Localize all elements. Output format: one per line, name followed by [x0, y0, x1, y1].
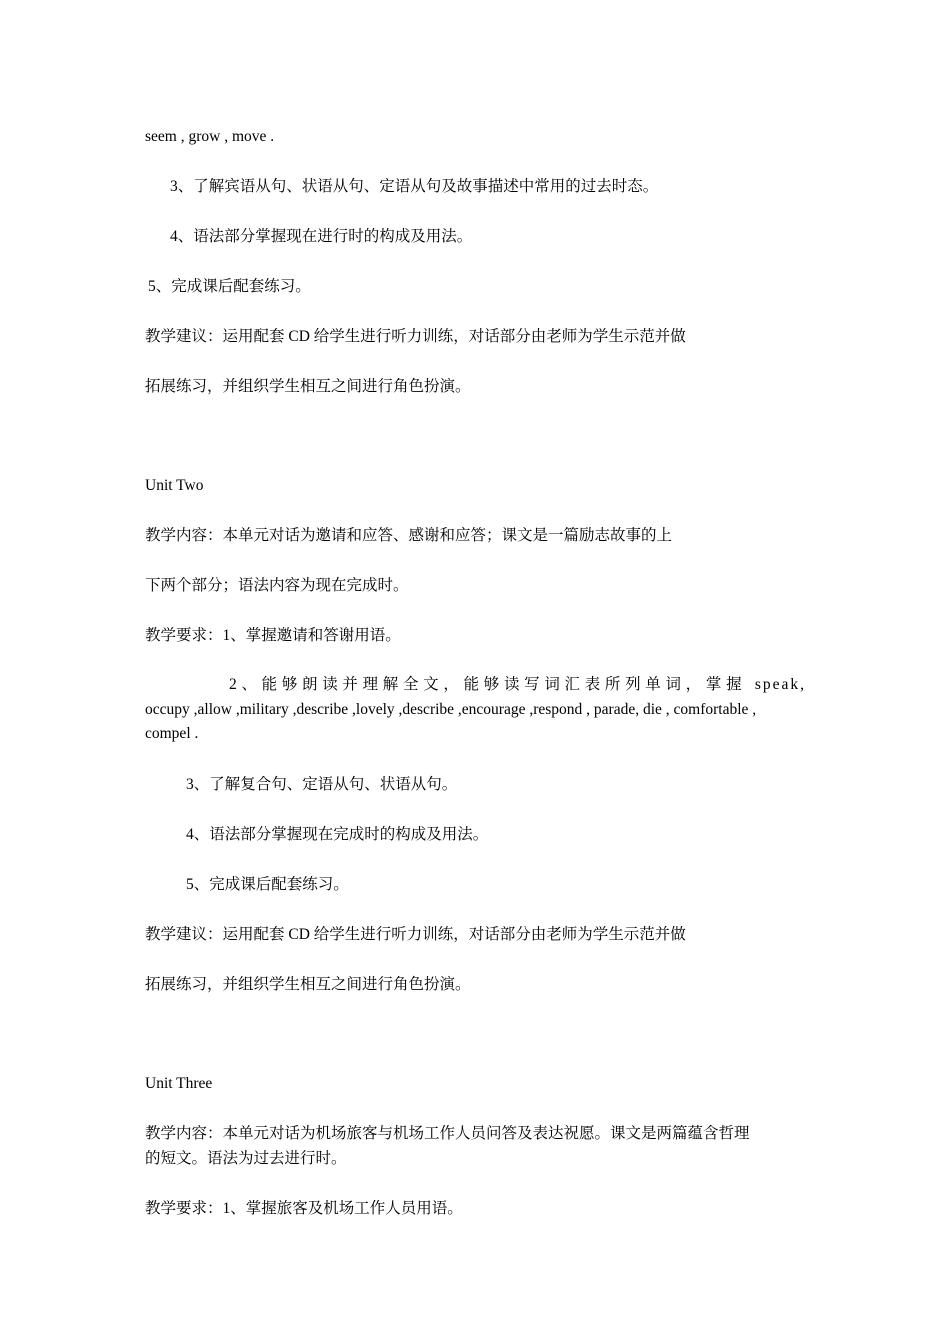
unit2-heading: Unit Two: [145, 477, 204, 494]
unit2-requirement-2: [145, 673, 806, 747]
unit1-words-line: seem , grow , move .: [145, 128, 275, 145]
unit2-requirement-1: 教学要求：1、掌握邀请和答谢用语。: [145, 627, 401, 644]
unit3-heading: Unit Three: [145, 1075, 213, 1092]
unit2-suggestion-line-1: 教学建议：运用配套 CD 给学生进行听力训练，对话部分由老师为学生示范并做: [145, 926, 686, 943]
unit1-suggestion-line-2: 拓展练习，并组织学生相互之间进行角色扮演。: [145, 378, 471, 395]
unit1-requirement-4: 4、语法部分掌握现在进行时的构成及用法。: [170, 228, 473, 245]
unit2-requirement-4: 4、语法部分掌握现在完成时的构成及用法。: [186, 826, 489, 843]
unit2-content-line-2: 下两个部分；语法内容为现在完成时。: [145, 577, 409, 594]
unit2-requirement-2-line-1: 2、能够朗读并理解全文，能够读写词汇表所列单词，掌握 speak,: [229, 676, 806, 693]
unit2-requirement-2-line-2: occupy ,allow ,military ,describe ,lovely ,describe ,encourage ,respond , parade, die , comfortable ,: [145, 700, 757, 718]
unit3-content-line-1: 教学内容：本单元对话为机场旅客与机场工作人员问答及表达祝愿。课文是两篇蕴含哲理: [145, 1125, 750, 1142]
unit1-requirement-3: 3、了解宾语从句、状语从句、定语从句及故事描述中常用的过去时态。: [170, 178, 659, 195]
unit1-requirement-5: 5、完成课后配套练习。: [148, 278, 311, 295]
unit2-suggestion-line-2: 拓展练习，并组织学生相互之间进行角色扮演。: [145, 976, 471, 993]
unit3-requirement-1: 教学要求：1、掌握旅客及机场工作人员用语。: [145, 1200, 463, 1217]
unit2-content-line-1: 教学内容：本单元对话为邀请和应答、感谢和应答；课文是一篇励志故事的上: [145, 527, 673, 544]
unit2-requirement-2-line-3: compel .: [145, 725, 199, 742]
unit1-suggestion-line-1: 教学建议：运用配套 CD 给学生进行听力训练，对话部分由老师为学生示范并做: [145, 328, 686, 345]
unit2-requirement-5: 5、完成课后配套练习。: [186, 876, 349, 893]
unit3-content-line-2: 的短文。语法为过去进行时。: [145, 1150, 347, 1167]
unit2-requirement-3: 3、了解复合句、定语从句、状语从句。: [186, 776, 458, 793]
